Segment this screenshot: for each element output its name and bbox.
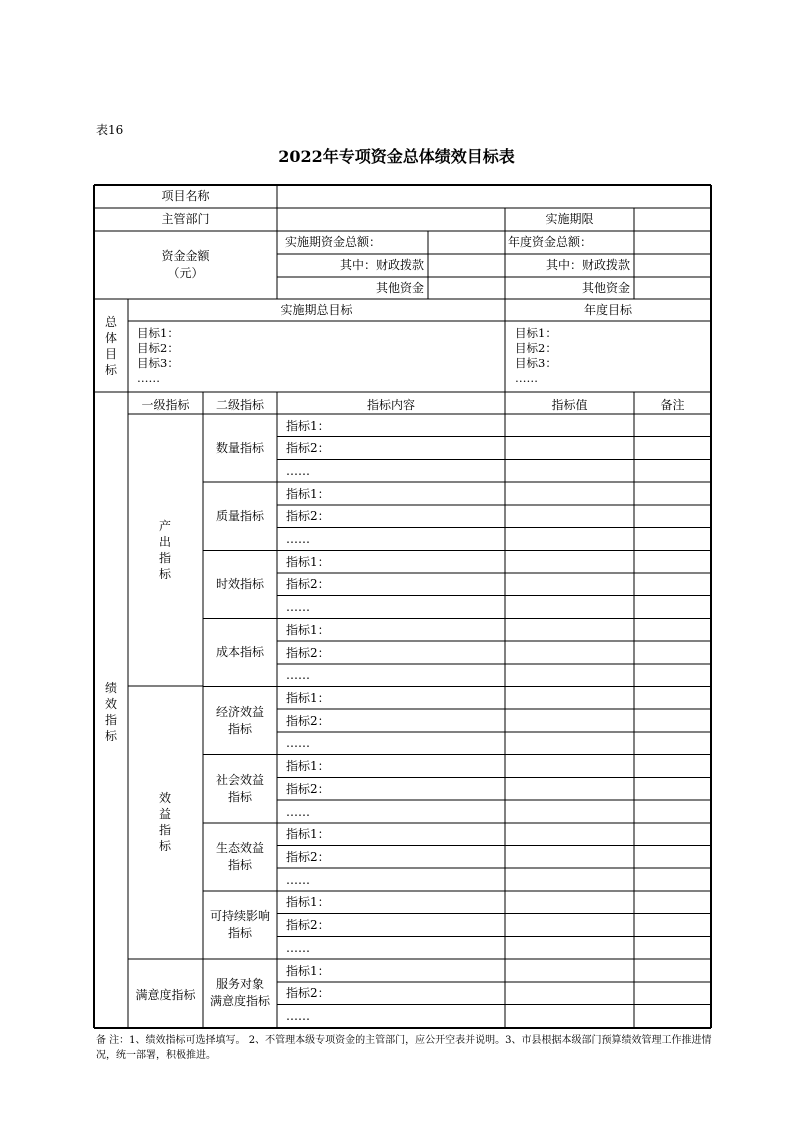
label-benefit-indicators: 效益指标 xyxy=(158,791,171,853)
label-period-goal: 实施期总目标 xyxy=(280,303,353,317)
level2-indicator-label xyxy=(203,976,277,1010)
indicator-item: 指标1： xyxy=(286,963,330,978)
label-fiscal-2: 其中：财政拨款 xyxy=(545,258,630,272)
level2-indicator-line: 数量指标 xyxy=(215,440,264,455)
label-overall-goal: 总体目标 xyxy=(104,315,117,377)
col-level1: 一级指标 xyxy=(141,398,190,412)
level2-indicator-line: 指标 xyxy=(227,721,252,736)
level2-indicator-label xyxy=(203,908,277,942)
indicator-item: 指标2： xyxy=(286,713,330,728)
indicator-item: 指标2： xyxy=(286,645,330,660)
indicator-item: 指标1： xyxy=(286,895,330,910)
col-content: 指标内容 xyxy=(366,398,415,412)
indicator-item: …… xyxy=(286,804,310,819)
indicator-item: 指标2： xyxy=(286,986,330,1001)
annual-goal-list xyxy=(515,326,557,386)
level2-indicator-label xyxy=(203,840,277,874)
goal-item: 目标2： xyxy=(515,341,557,355)
indicator-item: 指标1： xyxy=(286,691,330,706)
label-other-1: 其他资金 xyxy=(375,281,424,295)
page-title: 2022年专项资金总体绩效目标表 xyxy=(278,147,515,166)
goal-item: 目标2： xyxy=(137,341,179,355)
level2-indicator-line: 服务对象 xyxy=(215,977,264,992)
level2-indicator-line: 指标 xyxy=(227,789,252,804)
indicator-item: …… xyxy=(286,463,310,478)
level2-indicator-label xyxy=(203,644,277,661)
col-remark: 备注 xyxy=(660,398,685,412)
col-value: 指标值 xyxy=(551,398,588,412)
indicator-item: 指标2： xyxy=(286,577,330,592)
period-goal-list xyxy=(137,326,179,386)
indicator-item: 指标1： xyxy=(286,486,330,501)
table-number: 表16 xyxy=(96,123,124,137)
label-period: 实施期限 xyxy=(545,212,594,226)
indicator-item: 指标1： xyxy=(286,554,330,569)
level2-indicator-label xyxy=(203,576,277,593)
col-level2: 二级指标 xyxy=(215,398,264,412)
indicator-item: …… xyxy=(286,736,310,751)
label-period-total: 实施期资金总额： xyxy=(285,235,382,249)
indicator-item: 指标1： xyxy=(286,759,330,774)
indicator-item: 指标2： xyxy=(286,918,330,933)
label-annual-total: 年度资金总额： xyxy=(508,235,593,249)
level2-indicator-line: 社会效益 xyxy=(215,772,264,787)
level2-indicator-line: 指标 xyxy=(227,857,252,872)
indicator-item: 指标2： xyxy=(286,509,330,524)
level2-indicator-label xyxy=(203,772,277,806)
indicator-item: …… xyxy=(286,872,310,887)
level2-indicator-label xyxy=(203,704,277,738)
indicator-item: 指标1： xyxy=(286,622,330,637)
goal-item: 目标1： xyxy=(515,326,557,340)
indicator-item: 指标1： xyxy=(286,827,330,842)
indicator-item: 指标2： xyxy=(286,441,330,456)
indicator-item: 指标1： xyxy=(286,418,330,433)
goal-item: 目标3： xyxy=(137,356,179,370)
footnote: 备 注：1、绩效指标可选择填写。 2、不管理本级专项资金的主管部门，应公开空表并说明。3、市县根据本级部门预算绩效管理工作推进情况，统一部署，积极推进。 xyxy=(96,1035,712,1061)
indicator-item: …… xyxy=(286,1008,310,1023)
level2-indicator-line: 可持续影响 xyxy=(209,908,270,923)
goal-item: 目标3： xyxy=(515,356,557,370)
level2-indicator-line: 时效指标 xyxy=(215,576,264,591)
goal-item: …… xyxy=(515,371,538,385)
label-funds: 资金金额 xyxy=(161,249,210,263)
indicator-item: …… xyxy=(286,532,310,547)
level2-indicator-line: 指标 xyxy=(227,925,252,940)
label-dept: 主管部门 xyxy=(161,212,210,226)
label-funds-unit: （元） xyxy=(167,266,204,280)
label-satisfaction-indicators: 满意度指标 xyxy=(135,988,196,1002)
label-fiscal-1: 其中：财政拨款 xyxy=(339,258,424,272)
goal-item: …… xyxy=(137,371,160,385)
goal-item: 目标1： xyxy=(137,326,179,340)
level2-indicator-line: 满意度指标 xyxy=(209,994,270,1009)
label-annual-goal: 年度目标 xyxy=(583,303,632,317)
indicator-item: …… xyxy=(286,600,310,615)
level2-indicator-line: 生态效益 xyxy=(215,840,264,855)
level2-indicator-label xyxy=(203,440,277,457)
level2-indicator-line: 成本指标 xyxy=(215,644,264,659)
label-performance-indicators: 绩效指标 xyxy=(104,681,117,743)
level2-indicator-label xyxy=(203,508,277,525)
label-other-2: 其他资金 xyxy=(581,281,630,295)
indicator-item: 指标2： xyxy=(286,781,330,796)
label-project-name: 项目名称 xyxy=(161,189,210,203)
indicator-item: …… xyxy=(286,668,310,683)
level2-indicator-line: 经济效益 xyxy=(215,704,264,719)
label-output-indicators: 产出指标 xyxy=(158,519,171,581)
indicator-item: …… xyxy=(286,940,310,955)
level2-indicator-line: 质量指标 xyxy=(215,508,264,523)
indicator-item: 指标2： xyxy=(286,849,330,864)
